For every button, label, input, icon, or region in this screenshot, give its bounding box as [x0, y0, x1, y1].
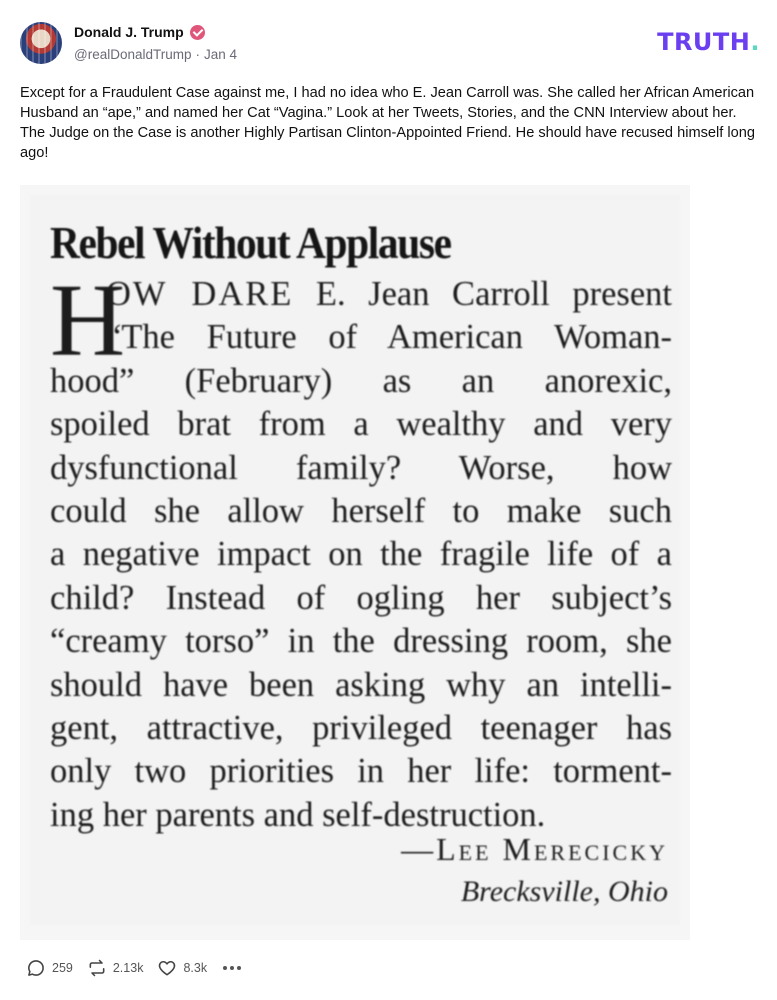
clipping-line: ing her parents and self-destruction. [50, 795, 546, 834]
clipping-line: should have been asking why an intelli- [50, 665, 672, 704]
clipping-line-text: “The Future of American Woman- [106, 318, 672, 357]
clipping-line: could she allow herself to make such [50, 492, 672, 531]
clipping-line [50, 273, 672, 316]
author-name[interactable]: Donald J. Trump [74, 24, 184, 40]
avatar-pattern [20, 22, 62, 64]
clipping-dropcap: H [50, 263, 126, 378]
clipping-line: “creamy torso” in the dressing room, she [50, 622, 672, 661]
reply-button[interactable] [26, 958, 73, 978]
clipping-line: gent, attractive, privileged teenager has [50, 709, 672, 748]
post-date[interactable]: Jan 4 [204, 47, 238, 62]
author-meta [74, 47, 237, 62]
clipping-line: spoiled brat from a wealthy and very [50, 405, 672, 444]
heart-icon [157, 958, 177, 978]
clipping-line: a negative impact on the fragile life of a [50, 535, 672, 574]
author-handle[interactable]: @realDonaldTrump [74, 47, 192, 62]
like-button[interactable] [157, 958, 207, 978]
author-avatar[interactable] [20, 22, 62, 64]
clipping-location: Brecksville, Ohio [460, 875, 668, 908]
clipping-title: Rebel Without Applause [50, 218, 451, 268]
newspaper-clipping [30, 195, 680, 925]
post-header [20, 22, 760, 66]
clipping-line: child? Instead of ogling her subject’s [50, 578, 672, 617]
clipping-signature: —Lee Merecicky [401, 831, 668, 867]
clipping-line [50, 316, 672, 359]
post-actions [26, 958, 241, 978]
truth-logo[interactable] [657, 28, 760, 56]
more-options-icon[interactable] [223, 966, 241, 970]
logo-dot: . [750, 28, 760, 56]
clipping-body [50, 263, 672, 837]
clipping-line: hood” (February) as an anorexic, [50, 361, 672, 400]
clipping-line-rest: E. Jean Carroll present [293, 275, 672, 313]
author-name-row [74, 24, 205, 40]
clipping-line: only two priorities in her life: torment- [50, 752, 672, 791]
meta-separator: · [195, 47, 200, 62]
retruth-button[interactable] [87, 958, 144, 978]
reply-count: 259 [52, 961, 73, 975]
verified-badge-icon [190, 25, 205, 40]
clipping-line: dysfunctional family? Worse, how [50, 448, 672, 487]
reply-bubble-icon [26, 958, 46, 978]
retruth-icon [87, 958, 107, 978]
logo-text: TRUTH [657, 28, 751, 56]
like-count: 8.3k [183, 961, 208, 975]
clipping-line-smallcaps: OW DARE [106, 275, 294, 313]
retruth-count: 2.13k [112, 961, 144, 975]
post-text: Except for a Fraudulent Case against me, I had no idea who E. Jean Carroll was. She called her African American Husband an “ape,” and named her Cat “Vagina.” Look at her Tweets, Stories, and the CNN Interview about her. The Judge on the Case is another Highly Partisan Clinton-Appointed Friend. He should have recused himself long ago! [20, 85, 755, 161]
post-image[interactable] [20, 185, 690, 940]
